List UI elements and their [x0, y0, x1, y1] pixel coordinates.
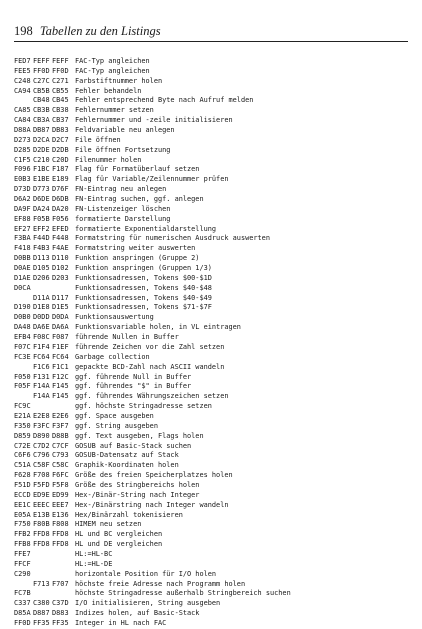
address-col-2: CB5B [33, 86, 50, 95]
address-col-1: F05F [14, 382, 31, 391]
address-col-3 [52, 550, 71, 560]
address-col-3: FF0D [52, 66, 69, 75]
description: Hex-/Binärstring nach Integer wandeln [75, 500, 229, 509]
description: ggf. führendes Währungszeichen setzen [75, 392, 229, 401]
table-row [14, 550, 414, 560]
address-col-2: D1E8 [33, 303, 50, 312]
table-row [14, 501, 414, 511]
address-col-1: C337 [14, 599, 31, 608]
address-col-2: FC64 [33, 352, 50, 361]
table-row [14, 540, 414, 550]
address-col-1: D73D [14, 185, 31, 194]
description: formatierte Darstellung [75, 214, 171, 223]
address-col-3: C793 [52, 451, 69, 460]
address-col-2 [33, 284, 52, 294]
address-col-2: CB3A [33, 116, 50, 125]
address-col-1: DA48 [14, 323, 31, 332]
address-col-1: E0B3 [14, 175, 31, 184]
address-col-1: F418 [14, 244, 31, 253]
address-col-3: C58C [52, 461, 69, 470]
table-row [14, 185, 414, 195]
address-col-3: D6DB [52, 195, 69, 204]
description: horizontale Position für I/O holen [75, 569, 217, 578]
description: Garbage collection [75, 352, 150, 361]
table-row [14, 422, 414, 432]
address-col-1: FFE7 [14, 549, 31, 558]
table-row [14, 382, 414, 392]
description: Formatstring für numerischen Ausdruck auswerten [75, 234, 270, 243]
address-col-3: D203 [52, 273, 69, 282]
address-col-2 [33, 570, 52, 580]
table-row [14, 215, 414, 225]
address-col-1: DA9F [14, 204, 31, 213]
description: HL:=HL-DE [75, 559, 113, 568]
address-col-3: E189 [52, 175, 69, 184]
table-row [14, 432, 414, 442]
address-col-1: D1AE [14, 273, 31, 282]
table-row [14, 412, 414, 422]
address-col-1: C290 [14, 569, 31, 578]
address-col-2: FEFF [33, 57, 50, 65]
table-row [14, 234, 414, 244]
address-col-1 [14, 392, 33, 402]
address-col-3 [52, 284, 71, 294]
address-col-2 [33, 560, 52, 570]
address-col-2: D0DD [33, 313, 50, 322]
table-row [14, 599, 414, 609]
address-col-3: F1C1 [52, 362, 69, 371]
table-row [14, 195, 414, 205]
address-col-3: C271 [52, 76, 69, 85]
address-col-1: FC9C [14, 402, 31, 411]
address-col-3: F4AE [52, 244, 69, 253]
listing-table [14, 57, 414, 629]
address-col-1: D190 [14, 303, 31, 312]
table-row [14, 264, 414, 274]
address-col-2: F1BC [33, 165, 50, 174]
address-col-2 [33, 550, 52, 560]
address-col-1: EF88 [14, 214, 31, 223]
description: ggf. führendes "$" in Buffer [75, 382, 192, 391]
description: HIMEM neu setzen [75, 520, 142, 529]
address-col-3: F1EF [52, 342, 69, 351]
description: I/O initialisieren, String ausgeben [75, 599, 221, 608]
address-col-3: E136 [52, 510, 69, 519]
address-col-2: D6DE [33, 195, 50, 204]
table-row [14, 205, 414, 215]
address-col-1: F51D [14, 480, 31, 489]
address-col-3: F145 [52, 392, 69, 401]
address-col-1: EE1C [14, 500, 31, 509]
description: HL und DE vergleichen [75, 540, 163, 549]
table-row [14, 225, 414, 235]
address-col-1: ECCD [14, 490, 31, 499]
address-col-3: D117 [52, 293, 69, 302]
table-row [14, 471, 414, 481]
address-col-2: F708 [33, 471, 50, 480]
table-row [14, 402, 414, 412]
address-col-3: FFD8 [52, 540, 69, 549]
description: Graphik-Koordinaten holen [75, 461, 179, 470]
address-col-2: FFD8 [33, 530, 50, 539]
table-row [14, 363, 414, 373]
description: Flag für Formatüberlauf setzen [75, 165, 200, 174]
description: Fehler entsprechend Byte nach Aufruf melden [75, 96, 254, 105]
address-col-2: D887 [33, 609, 50, 618]
page-number: 198 [14, 24, 33, 38]
table-row [14, 136, 414, 146]
description: Funktionsadressen, Tokens $40-$49 [75, 293, 212, 302]
address-col-2: E13B [33, 510, 50, 519]
table-row [14, 560, 414, 570]
address-col-3 [52, 570, 71, 580]
address-col-3: F3F7 [52, 421, 69, 430]
address-col-2: E2E8 [33, 411, 50, 420]
address-col-2: F1F4 [33, 342, 50, 351]
description: GOSUB-Datensatz auf Stack [75, 451, 179, 460]
table-row [14, 323, 414, 333]
address-col-2: C210 [33, 155, 50, 164]
description: FN-Eintrag neu anlegen [75, 185, 167, 194]
address-col-3 [52, 589, 71, 599]
address-col-1: EFB4 [14, 333, 31, 342]
address-col-3 [52, 560, 71, 570]
address-col-2: F713 [33, 579, 50, 588]
address-col-2: F14A [33, 382, 50, 391]
address-col-3: FEFF [52, 57, 69, 65]
address-col-1 [14, 580, 33, 590]
address-col-3: FC64 [52, 352, 69, 361]
description: Größe des freien Speicherplatzes holen [75, 471, 233, 480]
address-col-2: E1BE [33, 175, 50, 184]
address-col-3: E2E6 [52, 411, 69, 420]
address-col-3: FF35 [52, 618, 69, 627]
address-col-1: D273 [14, 135, 31, 144]
description: FN-Eintrag suchen, ggf. anlegen [75, 195, 204, 204]
address-col-2: D2CA [33, 135, 50, 144]
table-row [14, 87, 414, 97]
address-col-3: D1E5 [52, 303, 69, 312]
description: Funktionsvariable holen, in VL eintragen [75, 323, 241, 332]
table-row [14, 244, 414, 254]
address-col-1: F750 [14, 520, 31, 529]
address-col-3: EEE7 [52, 500, 69, 509]
address-col-3: F5F8 [52, 480, 69, 489]
address-col-2: D11A [33, 293, 50, 302]
address-col-1 [14, 96, 33, 106]
address-col-3 [52, 402, 71, 412]
description: FAC-Typ angleichen [75, 57, 150, 65]
address-col-2: F3FC [33, 421, 50, 430]
address-col-3: F808 [52, 520, 69, 529]
address-col-3: CB38 [52, 106, 69, 115]
address-col-2: C796 [33, 451, 50, 460]
header-rule [14, 41, 408, 42]
description: GOSUB auf Basic-Stack suchen [75, 441, 192, 450]
address-col-1 [14, 363, 33, 373]
description: Filenummer holen [75, 155, 142, 164]
address-col-3: DA20 [52, 204, 69, 213]
description: ggf. Space ausgeben [75, 411, 154, 420]
address-col-3: DB83 [52, 126, 69, 135]
description: Farbstiftnummer holen [75, 76, 163, 85]
table-row [14, 106, 414, 116]
description: Indizes holen, auf Basic-Stack [75, 609, 200, 618]
address-col-1: D285 [14, 145, 31, 154]
table-row [14, 481, 414, 491]
address-col-2: FF0D [33, 66, 50, 75]
address-col-3: F707 [52, 579, 69, 588]
address-col-2: D2DE [33, 145, 50, 154]
address-col-3: D102 [52, 264, 69, 273]
address-col-2: F05B [33, 214, 50, 223]
description: Größe des Stringbereichs holen [75, 480, 200, 489]
address-col-3: D88B [52, 431, 69, 440]
address-col-1: D6A2 [14, 195, 31, 204]
address-col-3: F6FC [52, 471, 69, 480]
address-col-2: F1C6 [33, 362, 50, 371]
table-row [14, 461, 414, 471]
table-row [14, 313, 414, 323]
address-col-1: F350 [14, 421, 31, 430]
address-col-2: DA6E [33, 323, 50, 332]
table-row [14, 392, 414, 402]
table-row [14, 343, 414, 353]
table-row [14, 589, 414, 599]
description: Funktion anspringen (Gruppen 1/3) [75, 264, 212, 273]
address-col-2 [33, 589, 52, 599]
address-col-1: D85A [14, 609, 31, 618]
description: Integer in HL nach FAC [75, 618, 167, 627]
description: File öffnen Fortsetzung [75, 145, 171, 154]
address-col-2: F4B3 [33, 244, 50, 253]
address-col-1: FFB8 [14, 540, 31, 549]
address-col-1: F628 [14, 471, 31, 480]
description: HL:=HL-BC [75, 549, 113, 558]
address-col-1: C6F6 [14, 451, 31, 460]
description: FAC-Typ angleichen [75, 66, 150, 75]
table-row [14, 116, 414, 126]
address-col-2: D105 [33, 264, 50, 273]
table-row [14, 570, 414, 580]
table-row [14, 511, 414, 521]
description: Fehlernummer und -zeile initialisieren [75, 116, 233, 125]
address-col-2 [33, 402, 52, 412]
address-col-3: F087 [52, 333, 69, 342]
address-col-2: C380 [33, 599, 50, 608]
address-col-1: FED7 [14, 57, 31, 65]
address-col-1: CA84 [14, 116, 31, 125]
address-col-1: FC3E [14, 352, 31, 361]
table-row [14, 619, 414, 629]
address-col-1: F050 [14, 372, 31, 381]
description: Hex-/Binär-String nach Integer [75, 490, 200, 499]
address-col-1: CA85 [14, 106, 31, 115]
table-row [14, 609, 414, 619]
address-col-1: F096 [14, 165, 31, 174]
table-row [14, 274, 414, 284]
address-col-1: FFB2 [14, 530, 31, 539]
description: ggf. Text ausgeben, Flags holen [75, 431, 204, 440]
description: ggf. String ausgeben [75, 421, 158, 430]
address-col-3: DA6A [52, 323, 69, 332]
address-col-2: F80B [33, 520, 50, 529]
address-col-3: C7CF [52, 441, 69, 450]
description: Feldvariable neu anlegen [75, 126, 175, 135]
description: Fehlernummer setzen [75, 106, 154, 115]
address-col-2: D113 [33, 254, 50, 263]
description: führende Nullen in Buffer [75, 333, 179, 342]
address-col-2: DB87 [33, 126, 50, 135]
address-col-1: FFCF [14, 559, 31, 568]
address-col-1: C248 [14, 76, 31, 85]
address-col-3: D883 [52, 609, 69, 618]
address-col-1: D0CA [14, 283, 31, 292]
table-row [14, 353, 414, 363]
description: höchste freie Adresse nach Programm holen [75, 579, 246, 588]
description: Fehler behandeln [75, 86, 142, 95]
page-title: Tabellen zu den Listings [39, 24, 161, 38]
description: führende Zeichen vor die Zahl setzen [75, 342, 225, 351]
address-col-1: E21A [14, 411, 31, 420]
description: FN-Listenzeiger löschen [75, 204, 171, 213]
description: ggf. führende Null in Buffer [75, 372, 192, 381]
page-header [14, 24, 409, 38]
table-row [14, 175, 414, 185]
address-col-1: D0BB [14, 254, 31, 263]
address-col-1: E05A [14, 510, 31, 519]
table-row [14, 146, 414, 156]
address-col-3: F448 [52, 234, 69, 243]
address-col-1: D88A [14, 126, 31, 135]
description: HL und BC vergleichen [75, 530, 163, 539]
address-col-1: F3BA [14, 234, 31, 243]
table-row [14, 77, 414, 87]
table-row [14, 373, 414, 383]
address-col-2: EEEC [33, 500, 50, 509]
address-col-2: F5FD [33, 480, 50, 489]
address-col-2: DA24 [33, 204, 50, 213]
table-row [14, 580, 414, 590]
address-col-3: C37D [52, 599, 69, 608]
description: Funktionsauswertung [75, 313, 154, 322]
table-row [14, 333, 414, 343]
address-col-1: CA94 [14, 86, 31, 95]
address-col-2: D890 [33, 431, 50, 440]
address-col-3: D110 [52, 254, 69, 263]
address-col-2: FF35 [33, 618, 50, 627]
description: Funktionsadressen, Tokens $71-$7F [75, 303, 212, 312]
address-col-1: C1F5 [14, 155, 31, 164]
description: Funktionsadressen, Tokens $40-$48 [75, 283, 212, 292]
description: höchste Stringadresse außerhalb Stringbereich suchen [75, 589, 291, 598]
address-col-3: ED99 [52, 490, 69, 499]
address-col-2: C7D2 [33, 441, 50, 450]
table-row [14, 303, 414, 313]
table-row [14, 491, 414, 501]
address-col-1: F07C [14, 342, 31, 351]
address-col-3: D0DA [52, 313, 69, 322]
address-col-3: F187 [52, 165, 69, 174]
description: ggf. höchste Stringadresse setzen [75, 402, 212, 411]
address-col-2: F44D [33, 234, 50, 243]
address-col-3: FFD8 [52, 530, 69, 539]
address-col-3: CB37 [52, 116, 69, 125]
table-row [14, 96, 414, 106]
address-col-3: D2DB [52, 145, 69, 154]
address-col-3: F056 [52, 214, 69, 223]
address-col-1: EF27 [14, 224, 31, 233]
address-col-3: F12C [52, 372, 69, 381]
address-col-2: CB3B [33, 106, 50, 115]
description: Formatstring weiter auswerten [75, 244, 196, 253]
address-col-2: FFD8 [33, 540, 50, 549]
address-col-1: D859 [14, 431, 31, 440]
table-row [14, 126, 414, 136]
address-col-2: F14A [33, 392, 50, 401]
address-col-2: ED9E [33, 490, 50, 499]
address-col-3: F145 [52, 382, 69, 391]
table-row [14, 165, 414, 175]
address-col-3: EFED [52, 224, 69, 233]
address-col-1: C72E [14, 441, 31, 450]
address-col-2: EFF2 [33, 224, 50, 233]
address-col-1: FF0D [14, 618, 31, 627]
description: File öffnen [75, 135, 121, 144]
description: Funktionsadressen, Tokens $00-$1D [75, 273, 212, 282]
address-col-2: C58F [33, 461, 50, 470]
table-row [14, 156, 414, 166]
table-row [14, 520, 414, 530]
description: Hex/Binärzahl tokenisieren [75, 510, 183, 519]
description: gepackte BCD-Zahl nach ASCII wandeln [75, 362, 225, 371]
table-row [14, 67, 414, 77]
address-col-3: C20D [52, 155, 69, 164]
address-col-1: D0AE [14, 264, 31, 273]
address-col-2: CB48 [33, 96, 50, 105]
table-row [14, 284, 414, 294]
address-col-2: D773 [33, 185, 50, 194]
table-row [14, 254, 414, 264]
address-col-1: C51A [14, 461, 31, 470]
address-col-2: D206 [33, 273, 50, 282]
table-row [14, 442, 414, 452]
address-col-3: CB55 [52, 86, 69, 95]
table-row [14, 530, 414, 540]
table-row [14, 57, 414, 67]
address-col-2: F08C [33, 333, 50, 342]
address-col-3: D2C7 [52, 135, 69, 144]
description: formatierte Exponentialdarstellung [75, 224, 217, 233]
address-col-1: FEE5 [14, 66, 31, 75]
address-col-1 [14, 294, 33, 304]
description: Flag für Variable/Zeilennummer prüfen [75, 175, 229, 184]
description: Funktion anspringen (Gruppe 2) [75, 254, 200, 263]
address-col-3: CB45 [52, 96, 69, 105]
address-col-1: D0B0 [14, 313, 31, 322]
address-col-3: D76F [52, 185, 69, 194]
address-col-2: F131 [33, 372, 50, 381]
table-row [14, 451, 414, 461]
table-row [14, 294, 414, 304]
address-col-2: C27C [33, 76, 50, 85]
address-col-1: FC7B [14, 589, 31, 598]
